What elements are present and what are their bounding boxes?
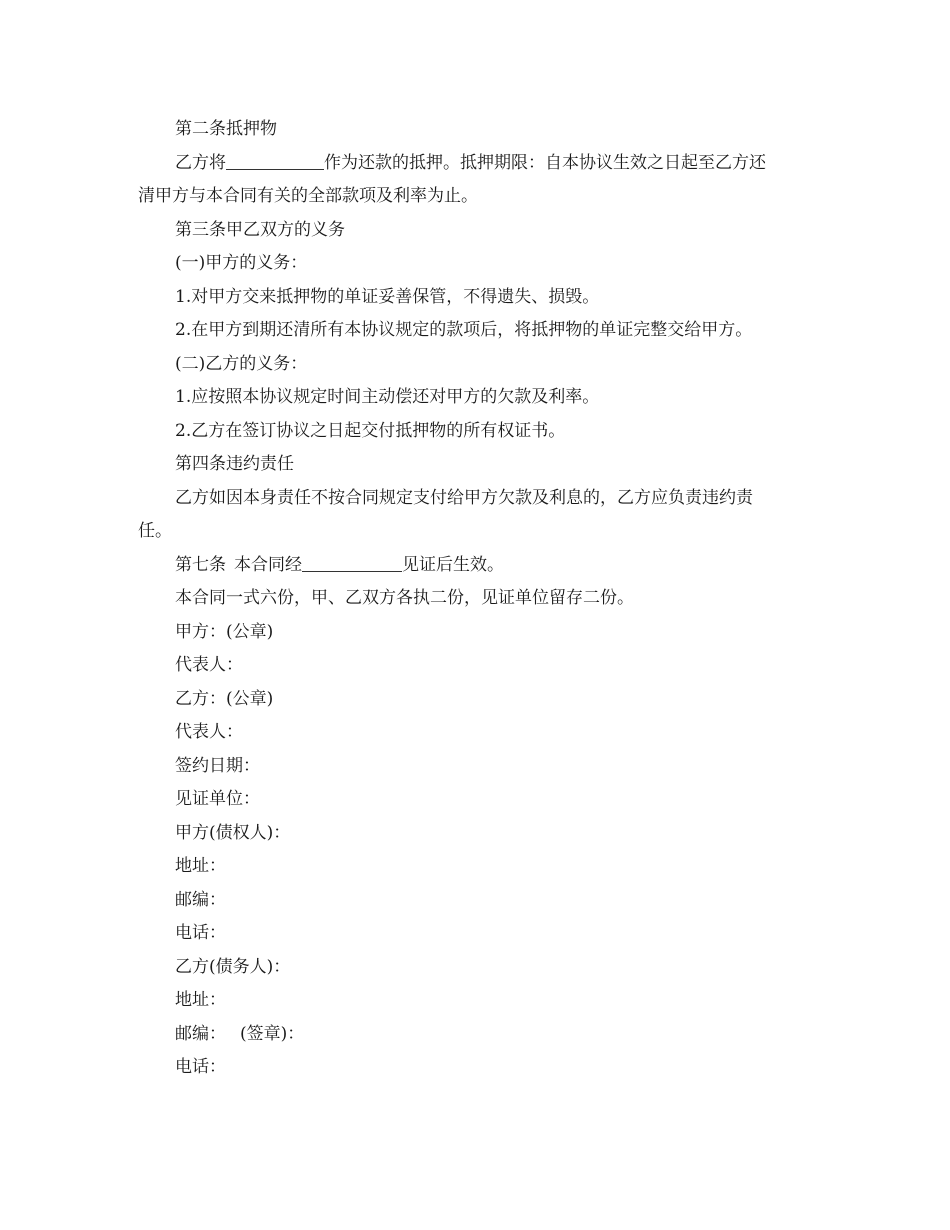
party-b-seal — [138, 683, 818, 717]
article-2-text-cont: 清甲方与本合同有关的全部款项及利率为止。 — [138, 186, 478, 206]
party-b-obligation-2-text: 2.乙方在签订协议之日起交付抵押物的所有权证书。 — [175, 420, 566, 441]
article-7-clause — [138, 549, 818, 583]
creditor-address — [138, 850, 818, 884]
creditor-address-text: 地址： — [175, 856, 226, 876]
creditor-phone-text: 电话： — [175, 923, 226, 943]
article-2-text-suffix: 作为还款的抵押。抵押期限：自本协议生效之日起至乙方还 — [324, 152, 766, 173]
debtor-phone — [138, 1051, 818, 1085]
party-a-seal-text: 甲方：(公章) — [175, 621, 274, 642]
debtor-title — [138, 951, 818, 985]
collateral-blank — [226, 149, 324, 170]
debtor-title-text: 乙方(债务人)： — [175, 956, 291, 977]
article-7-text-prefix: 本合同经 — [234, 554, 302, 575]
article-2-heading-text: 第二条抵押物 — [175, 119, 277, 139]
article-4-text-cont: 任。 — [138, 521, 172, 541]
debtor-postcode — [138, 1018, 818, 1052]
party-b-seal-text: 乙方：(公章) — [175, 688, 274, 709]
article-2-paragraph-cont — [138, 180, 818, 214]
article-4-heading-text: 第四条违约责任 — [175, 454, 294, 474]
article-4-heading — [138, 448, 818, 482]
creditor-title-text: 甲方(债权人)： — [175, 822, 291, 843]
creditor-postcode-text: 邮编： — [175, 889, 226, 910]
article-4-paragraph — [138, 482, 818, 516]
party-a-obligation-1 — [138, 281, 818, 315]
witness-blank — [302, 551, 402, 572]
debtor-address — [138, 984, 818, 1018]
party-a-seal — [138, 616, 818, 650]
debtor-phone-text: 电话： — [175, 1057, 226, 1077]
debtor-sign-seal-text: (签章)： — [240, 1023, 305, 1044]
article-2-text-prefix: 乙方将 — [175, 152, 226, 173]
party-a-obligation-1-text: 1.对甲方交来抵押物的单证妥善保管，不得遗失、损毁。 — [175, 286, 600, 307]
party-b-obligation-1-text: 1.应按照本协议规定时间主动偿还对甲方的欠款及利率。 — [175, 387, 600, 407]
article-3-heading — [138, 214, 818, 248]
creditor-title — [138, 817, 818, 851]
copies-clause-text: 本合同一式六份，甲、乙双方各执二份，见证单位留存二份。 — [175, 588, 634, 608]
creditor-phone — [138, 917, 818, 951]
signing-date-text: 签约日期： — [175, 755, 260, 776]
article-2-paragraph — [138, 147, 818, 181]
party-a-obligations-title — [138, 247, 818, 281]
article-7-text-suffix: 见证后生效。 — [402, 554, 504, 575]
party-b-obligation-2 — [138, 415, 818, 449]
article-4-text: 乙方如因本身责任不按合同规定支付给甲方欠款及利息的，乙方应负责违约责 — [175, 487, 753, 508]
contract-body — [138, 113, 818, 1085]
representative-b-text: 代表人： — [175, 722, 243, 742]
party-a-obligations-title-text: (一)甲方的义务： — [175, 253, 308, 273]
signing-date — [138, 750, 818, 784]
debtor-postcode-text: 邮编： — [175, 1023, 226, 1044]
creditor-postcode — [138, 884, 818, 918]
copies-clause — [138, 582, 818, 616]
article-7-label: 第七条 — [175, 554, 226, 575]
witness-unit-text: 见证单位： — [175, 789, 260, 809]
article-3-heading-text: 第三条甲乙双方的义务 — [175, 219, 345, 240]
representative-a — [138, 649, 818, 683]
party-b-obligations-title-text: (二)乙方的义务： — [175, 353, 308, 374]
party-b-obligation-1 — [138, 381, 818, 415]
debtor-address-text: 地址： — [175, 990, 226, 1010]
party-a-obligation-2 — [138, 314, 818, 348]
article-4-paragraph-cont — [138, 515, 818, 549]
witness-unit — [138, 783, 818, 817]
representative-a-text: 代表人： — [175, 655, 243, 675]
article-2-heading — [138, 113, 818, 147]
party-a-obligation-2-text: 2.在甲方到期还清所有本协议规定的款项后，将抵押物的单证完整交给甲方。 — [175, 320, 753, 340]
party-b-obligations-title — [138, 348, 818, 382]
representative-b — [138, 716, 818, 750]
